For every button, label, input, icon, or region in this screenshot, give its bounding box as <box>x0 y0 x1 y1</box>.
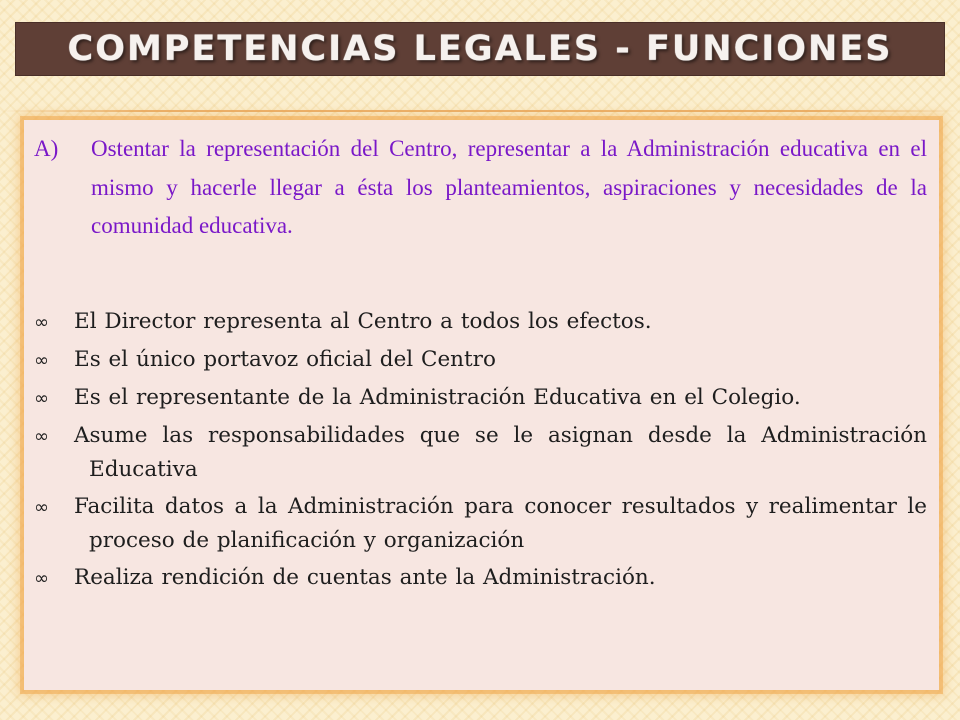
section-text: Ostentar la representación del Centro, representar a la Administración educativa en el mismo y hacerle llegar a ésta los planteamientos, aspiraciones y necesidades de la comunidad educativa. <box>91 136 927 238</box>
bullet-list <box>34 305 927 599</box>
section-label: A) <box>34 136 59 161</box>
section-a <box>34 130 927 246</box>
list-item <box>34 490 927 557</box>
list-item <box>34 419 927 486</box>
list-item-text: Realiza rendición de cuentas ante la Administración. <box>74 565 656 590</box>
infinity-bullet-icon: ∞ <box>34 350 49 371</box>
title-bar <box>15 22 945 76</box>
list-item <box>34 561 927 595</box>
list-item <box>34 343 927 377</box>
list-item-text: Es el único portavoz oficial del Centro <box>74 347 496 372</box>
list-item-text: Asume las responsabilidades que se le asignan desde la Administración Educativa <box>74 423 927 482</box>
divider-line <box>0 110 960 112</box>
list-item-text: El Director representa al Centro a todos los efectos. <box>74 309 652 334</box>
infinity-bullet-icon: ∞ <box>34 497 49 518</box>
list-item-text: Es el representante de la Administración Educativa en el Colegio. <box>74 385 801 410</box>
list-item <box>34 381 927 415</box>
content-box <box>24 120 939 690</box>
list-item-text: Facilita datos a la Administración para conocer resultados y realimentar le proceso de planificación y organización <box>74 494 927 553</box>
infinity-bullet-icon: ∞ <box>34 312 49 333</box>
list-item <box>34 305 927 339</box>
slide-title: COMPETENCIAS LEGALES - FUNCIONES <box>67 29 893 69</box>
infinity-bullet-icon: ∞ <box>34 388 49 409</box>
infinity-bullet-icon: ∞ <box>34 568 49 589</box>
infinity-bullet-icon: ∞ <box>34 426 49 447</box>
